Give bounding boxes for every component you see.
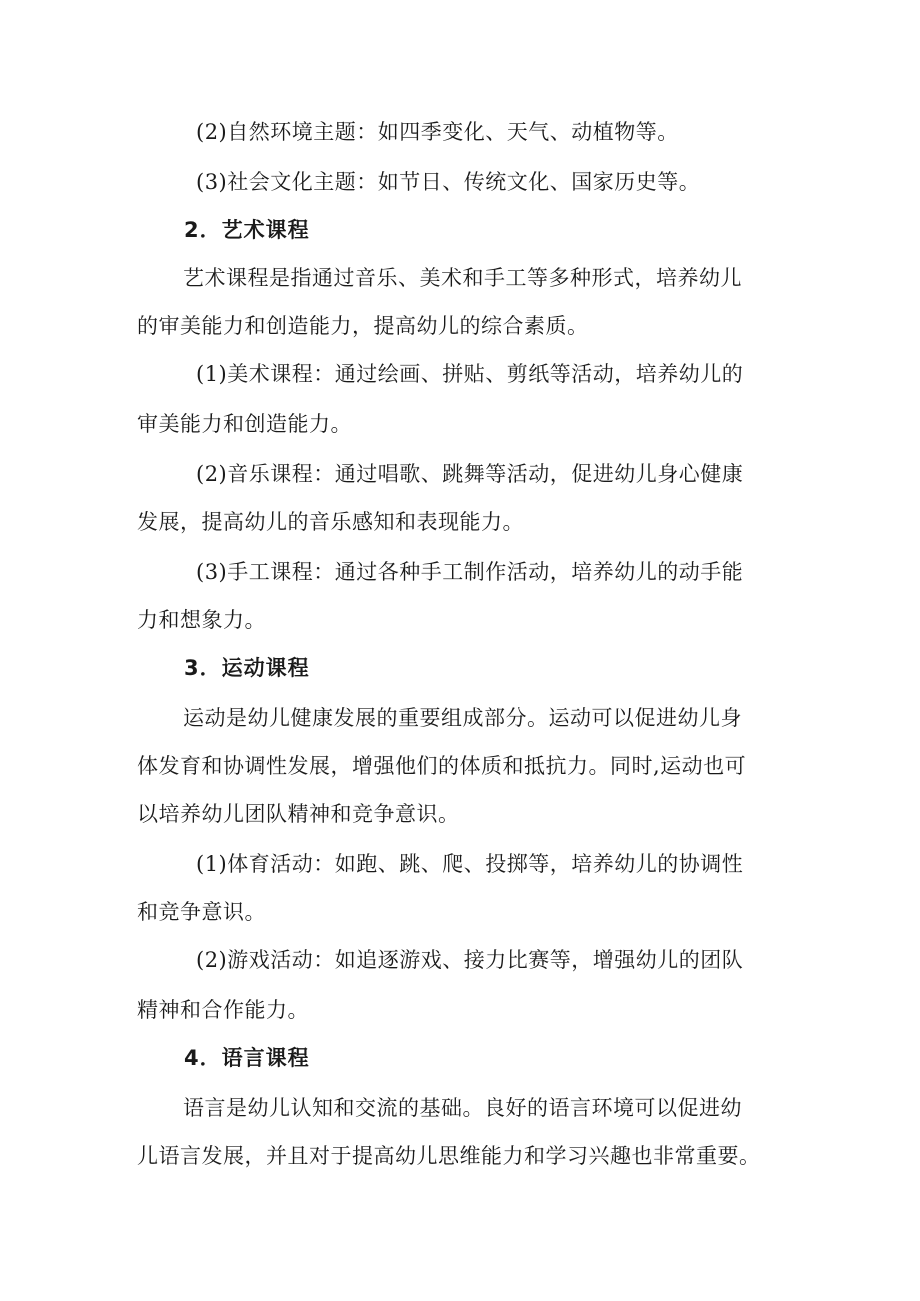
section-heading-language: 4．语言课程 [184,1046,310,1070]
list-item-continuation: 力和想象力。 [137,608,266,632]
list-item-continuation: 审美能力和创造能力。 [137,412,352,436]
paragraph-line: 艺术课程是指通过音乐、美术和手工等多种形式，培养幼儿 [183,266,742,290]
paragraph-line: 体发育和协调性发展，增强他们的体质和抵抗力。同时,运动也可 [137,754,747,778]
list-item-natural-theme: (2)自然环境主题：如四季变化、天气、动植物等。 [196,120,679,144]
list-item-fine-art: (1)美术课程：通过绘画、拼贴、剪纸等活动，培养幼儿的 [196,362,744,386]
list-item-music: (2)音乐课程：通过唱歌、跳舞等活动，促进幼儿身心健康 [196,462,744,486]
paragraph-line: 语言是幼儿认知和交流的基础。良好的语言环境可以促进幼 [183,1096,742,1120]
paragraph-line: 运动是幼儿健康发展的重要组成部分。运动可以促进幼儿身 [183,706,742,730]
list-item-games: (2)游戏活动：如追逐游戏、接力比赛等，增强幼儿的团队 [196,948,744,972]
paragraph-line: 儿语言发展，并且对于提高幼儿思维能力和学习兴趣也非常重要。 [137,1144,761,1168]
list-item-continuation: 和竞争意识。 [137,900,266,924]
section-heading-art: 2．艺术课程 [184,218,310,242]
list-item-handcraft: (3)手工课程：通过各种手工制作活动，培养幼儿的动手能 [196,560,744,584]
paragraph-line: 的审美能力和创造能力，提高幼儿的综合素质。 [137,314,589,338]
paragraph-line: 以培养幼儿团队精神和竞争意识。 [137,802,460,826]
list-item-social-theme: (3)社会文化主题：如节日、传统文化、国家历史等。 [196,170,701,194]
list-item-continuation: 发展，提高幼儿的音乐感知和表现能力。 [137,510,524,534]
section-heading-sports: 3．运动课程 [184,656,310,680]
list-item-physical: (1)体育活动：如跑、跳、爬、投掷等，培养幼儿的协调性 [196,852,744,876]
list-item-continuation: 精神和合作能力。 [137,998,309,1022]
